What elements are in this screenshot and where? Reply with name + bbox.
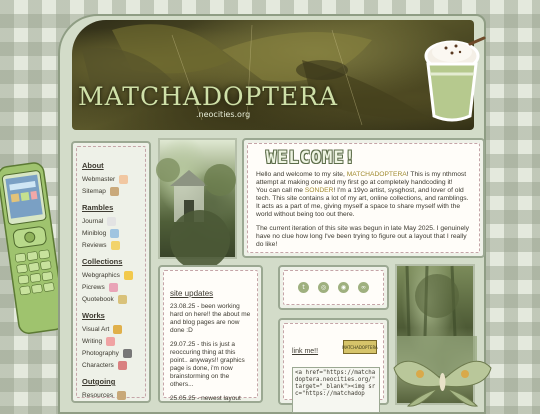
welcome-panel xyxy=(242,138,485,258)
nav-item-characters[interactable] xyxy=(82,359,141,371)
nav-item-miniblog[interactable] xyxy=(82,227,141,239)
site-88x31-button[interactable]: MATCHADOPTERA xyxy=(343,340,377,354)
author-name-highlight: SONDER xyxy=(304,187,334,194)
nav-item-label: Photography xyxy=(82,349,119,357)
nav-item-label: Quotebook xyxy=(82,295,114,303)
nav-item-label: Writing xyxy=(82,337,103,345)
face-icon xyxy=(109,283,118,292)
nav-item-photography[interactable] xyxy=(82,347,141,359)
welcome-text: You can call me xyxy=(256,187,305,194)
site-updates-panel xyxy=(158,265,263,403)
nav-item-label: Visual Art xyxy=(82,325,110,333)
pencil-icon xyxy=(110,229,119,238)
nav-item-journal[interactable] xyxy=(82,215,141,227)
link-me-heading: link me!! xyxy=(292,348,319,355)
nav-heading-collections[interactable]: Collections xyxy=(82,257,123,266)
star-icon xyxy=(111,241,120,250)
sparkle-icon xyxy=(124,271,133,280)
matcha-frappe-image xyxy=(412,34,498,124)
tumblr-icon[interactable]: t xyxy=(298,282,309,293)
map-icon xyxy=(110,187,119,196)
nav-item-label: Webmaster xyxy=(82,175,116,183)
link-code-textarea[interactable]: <a href="https://matchadoptera.neocities.org/" target="_blank"><img src="https://matchadop xyxy=(292,367,380,413)
site-updates-heading: site updates xyxy=(170,289,214,298)
nav-item-writing[interactable] xyxy=(82,335,141,347)
link-icon[interactable]: ∞ xyxy=(358,282,369,293)
welcome-text: Hello and welcome to my site, xyxy=(256,171,347,178)
link-me-panel xyxy=(278,318,389,405)
nav-item-quotebook[interactable] xyxy=(82,293,141,305)
garden-photo xyxy=(158,138,237,259)
welcome-text: ! I'm a 19yo artist, sysghost, and lover of old tech. This site contains a lot of my art, online collections, and ramblings. It acts as a part of me, giving myself a space to share myself with the world without being too out there. xyxy=(256,187,469,218)
nav-item-label: Reviews xyxy=(82,241,107,249)
welcome-text: ! This is my nthmost attempt at making one and my first go at completely handcoding it! xyxy=(256,171,467,186)
nav-item-sitemap[interactable] xyxy=(82,185,141,197)
nav-heading-rambles[interactable]: Rambles xyxy=(82,203,114,212)
nav-item-reviews[interactable] xyxy=(82,239,141,251)
nav-item-label: Journal xyxy=(82,217,104,225)
book-icon xyxy=(118,295,127,304)
nav-item-label: Sitemap xyxy=(82,187,106,195)
nav-item-label: Resources xyxy=(82,391,114,399)
site-title: MATCHADOPTERA xyxy=(78,82,339,111)
update-entry: 29.07.25 - this is just a reoccuring thing at this point.. anyways!! graphics page is done, i'm now brainstorming on the others... xyxy=(170,341,245,388)
nav-heading-about[interactable]: About xyxy=(82,161,104,170)
welcome-paragraph-3: The current iteration of this site was begun in late May 2025. I genuinely have no clue how long I've been trying to figure out a layout that I really do like! xyxy=(256,225,470,248)
nav-item-label: Characters xyxy=(82,361,114,369)
nav-item-label: Webgraphics xyxy=(82,271,120,279)
box-icon xyxy=(117,391,126,400)
update-entry: 25.05.25 - newest layout xyxy=(170,395,241,402)
sidebar-nav xyxy=(71,141,151,403)
site-name-highlight: MATCHADOPTERA xyxy=(346,171,407,178)
nav-item-webmaster[interactable] xyxy=(82,173,141,185)
luna-moth-image xyxy=(390,350,495,410)
camera-icon xyxy=(123,349,132,358)
welcome-paragraph-2 xyxy=(256,187,471,219)
flip-phone-image xyxy=(0,158,64,333)
cat-icon xyxy=(107,217,116,226)
nav-item-label: Picrews xyxy=(82,283,105,291)
update-entry: 23.08.25 - been working hard on here!! the about me and blog pages are now done :D xyxy=(170,303,251,334)
notebook-icon xyxy=(106,337,115,346)
character-icon xyxy=(118,361,127,370)
instagram-icon[interactable]: ◎ xyxy=(318,282,329,293)
nav-heading-works[interactable]: Works xyxy=(82,311,105,320)
avatar-icon xyxy=(119,175,128,184)
nav-item-webgraphics[interactable] xyxy=(82,269,141,281)
nav-item-visual-art[interactable] xyxy=(82,323,141,335)
nav-item-label: Miniblog xyxy=(82,229,107,237)
nav-item-resources[interactable] xyxy=(82,389,141,401)
nav-heading-outgoing[interactable]: Outgoing xyxy=(82,377,116,386)
discord-icon[interactable]: ◉ xyxy=(338,282,349,293)
welcome-heading: WELCOME! xyxy=(266,148,356,168)
nav-item-picrews[interactable] xyxy=(82,281,141,293)
palette-icon xyxy=(113,325,122,334)
site-domain: .neocities.org xyxy=(196,110,251,119)
social-links-panel xyxy=(278,265,389,310)
welcome-paragraph-1 xyxy=(256,171,471,187)
